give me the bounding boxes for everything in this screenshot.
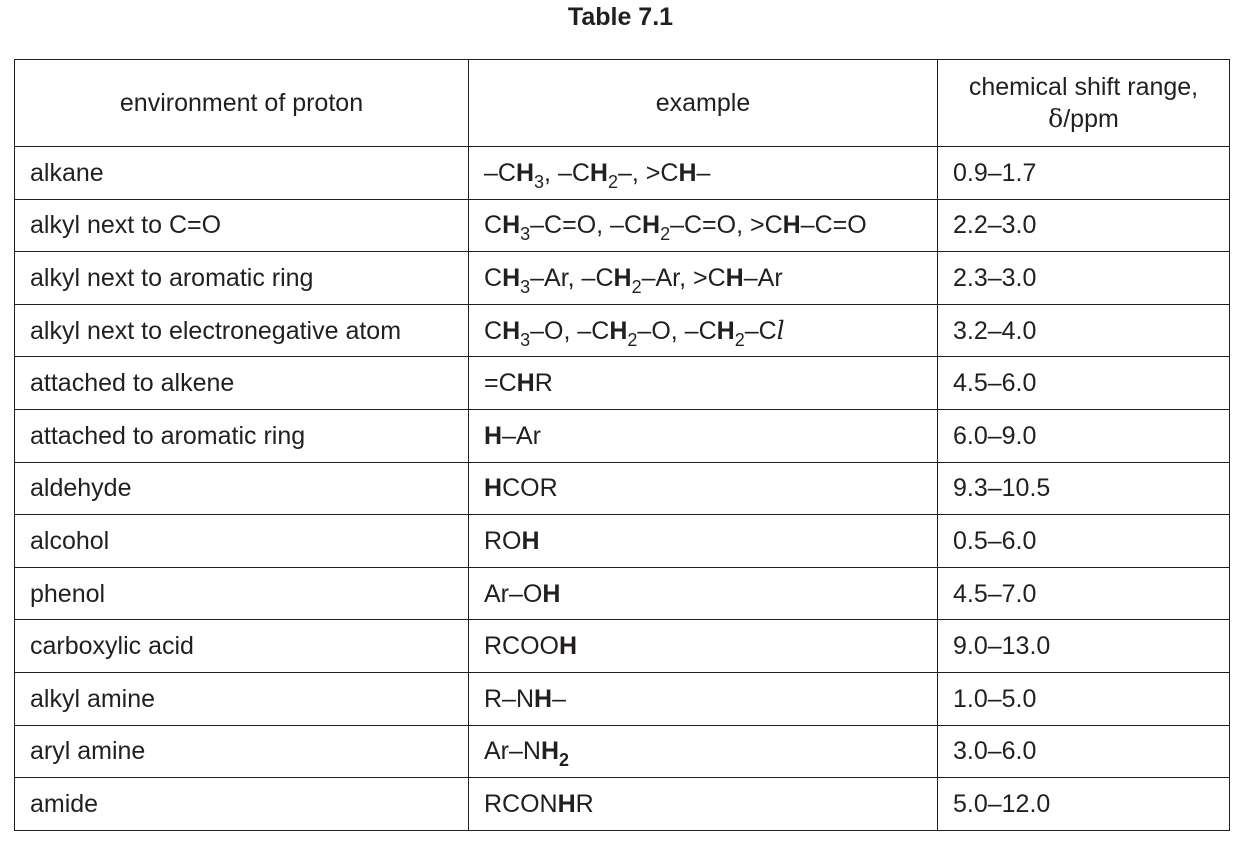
formula-segment: H	[725, 263, 744, 292]
shift-range-cell: 0.9–1.7	[938, 147, 1230, 200]
table-row	[15, 515, 1230, 568]
formula-segment: –C	[484, 158, 516, 187]
formula-segment: H	[484, 421, 503, 450]
formula-segment: COR	[502, 474, 558, 503]
shift-range-cell: 9.0–13.0	[938, 620, 1230, 673]
formula-segment: R	[534, 369, 553, 398]
formula-segment: R	[575, 789, 594, 818]
example-cell	[469, 515, 938, 568]
formula-segment: 3	[534, 171, 545, 192]
environment-cell: attached to aromatic ring	[15, 409, 469, 462]
formula-segment: –C=O, >C	[670, 211, 783, 240]
formula-segment: H	[782, 211, 801, 240]
example-cell	[469, 304, 938, 357]
environment-cell: alkyl amine	[15, 672, 469, 725]
formula-segment: H	[557, 789, 576, 818]
formula-segment: –C=O, –C	[530, 211, 642, 240]
formula-segment: C	[484, 211, 503, 240]
formula-segment: –C	[744, 316, 777, 345]
shift-range-cell: 2.3–3.0	[938, 252, 1230, 305]
example-cell	[469, 357, 938, 410]
header-shift-label: chemical shift range,	[968, 73, 1199, 101]
formula-segment: H	[678, 158, 697, 187]
environment-cell: alkane	[15, 147, 469, 200]
environment-cell: aryl amine	[15, 725, 469, 778]
table-row	[15, 252, 1230, 305]
formula-segment: H	[589, 158, 608, 187]
header-shift-unit: /ppm	[1063, 105, 1119, 133]
formula-segment: H	[521, 526, 540, 555]
formula-segment: H	[540, 737, 560, 766]
formula-segment: 3	[520, 276, 531, 297]
header-delta-symbol: δ	[1048, 104, 1064, 133]
formula-segment: RCON	[484, 789, 558, 818]
formula-segment: 2	[631, 276, 642, 297]
table-row	[15, 409, 1230, 462]
example-cell	[469, 778, 938, 831]
formula-segment: H	[515, 158, 535, 187]
table-row	[15, 357, 1230, 410]
formula-segment: H	[613, 263, 632, 292]
formula-segment: Ar–N	[484, 737, 541, 766]
shift-range-cell: 5.0–12.0	[938, 778, 1230, 831]
header-environment: environment of proton	[15, 60, 469, 147]
formula-segment: –Ar, –C	[530, 263, 614, 292]
header-chemical-shift	[938, 60, 1230, 147]
formula-segment: H	[559, 632, 578, 661]
table-body	[15, 147, 1230, 831]
environment-cell: alkyl next to electronegative atom	[15, 304, 469, 357]
shift-range-cell: 4.5–7.0	[938, 567, 1230, 620]
example-cell	[469, 199, 938, 252]
formula-segment: –, >C	[617, 158, 679, 187]
table-row	[15, 304, 1230, 357]
formula-segment: H	[642, 211, 661, 240]
environment-cell: alkyl next to C=O	[15, 199, 469, 252]
example-cell	[469, 252, 938, 305]
formula-segment: –O, –C	[637, 316, 717, 345]
formula-segment: RO	[484, 526, 522, 555]
table-row	[15, 620, 1230, 673]
formula-segment: H	[502, 263, 521, 292]
formula-segment: H	[609, 316, 628, 345]
formula-segment: 3	[520, 329, 531, 350]
shift-range-cell: 6.0–9.0	[938, 409, 1230, 462]
shift-range-cell: 3.0–6.0	[938, 725, 1230, 778]
table-row	[15, 778, 1230, 831]
example-cell	[469, 409, 938, 462]
table-row	[15, 567, 1230, 620]
shift-range-cell: 9.3–10.5	[938, 462, 1230, 515]
shift-range-cell: 2.2–3.0	[938, 199, 1230, 252]
formula-segment: 3	[520, 224, 531, 245]
formula-segment: C	[484, 316, 503, 345]
header-row	[15, 60, 1230, 147]
formula-segment: R–N	[484, 684, 535, 713]
formula-segment: H	[516, 369, 535, 398]
formula-segment: H	[502, 316, 521, 345]
formula-segment: –	[696, 158, 711, 187]
formula-segment: –Ar	[502, 421, 541, 450]
table-caption: Table 7.1	[567, 3, 674, 31]
formula-segment: –Ar, >C	[641, 263, 726, 292]
shift-range-cell: 3.2–4.0	[938, 304, 1230, 357]
formula-segment: H	[534, 684, 553, 713]
environment-cell: phenol	[15, 567, 469, 620]
formula-segment: –C=O	[800, 211, 867, 240]
example-cell	[469, 567, 938, 620]
shift-range-cell: 4.5–6.0	[938, 357, 1230, 410]
formula-segment: 2	[559, 750, 570, 771]
formula-segment: –O, –C	[530, 316, 610, 345]
shift-range-cell: 1.0–5.0	[938, 672, 1230, 725]
formula-segment: 2	[734, 329, 745, 350]
example-cell	[469, 620, 938, 673]
example-cell	[469, 147, 938, 200]
formula-segment: C	[484, 263, 503, 292]
table-row	[15, 672, 1230, 725]
example-cell	[469, 725, 938, 778]
example-cell	[469, 462, 938, 515]
formula-segment: H	[484, 474, 503, 503]
formula-segment: –Ar	[743, 263, 783, 292]
environment-cell: alcohol	[15, 515, 469, 568]
example-cell	[469, 672, 938, 725]
formula-segment: RCOO	[484, 632, 559, 661]
table-row	[15, 725, 1230, 778]
table-row	[15, 462, 1230, 515]
formula-segment: H	[716, 316, 735, 345]
environment-cell: carboxylic acid	[15, 620, 469, 673]
formula-segment: l	[776, 315, 785, 345]
environment-cell: amide	[15, 778, 469, 831]
table-row	[15, 199, 1230, 252]
header-example: example	[469, 60, 938, 147]
formula-segment: Ar–O	[484, 579, 543, 608]
formula-segment: –	[552, 684, 566, 713]
chemical-shift-table	[14, 59, 1230, 831]
formula-segment: 2	[627, 329, 638, 350]
formula-segment: , –C	[544, 158, 590, 187]
shift-range-cell: 0.5–6.0	[938, 515, 1230, 568]
environment-cell: aldehyde	[15, 462, 469, 515]
formula-segment: =C	[484, 369, 517, 398]
table-row	[15, 147, 1230, 200]
formula-segment: 2	[660, 224, 671, 245]
formula-segment: H	[502, 211, 521, 240]
environment-cell: alkyl next to aromatic ring	[15, 252, 469, 305]
formula-segment: 2	[607, 171, 618, 192]
formula-segment: H	[542, 579, 561, 608]
environment-cell: attached to alkene	[15, 357, 469, 410]
